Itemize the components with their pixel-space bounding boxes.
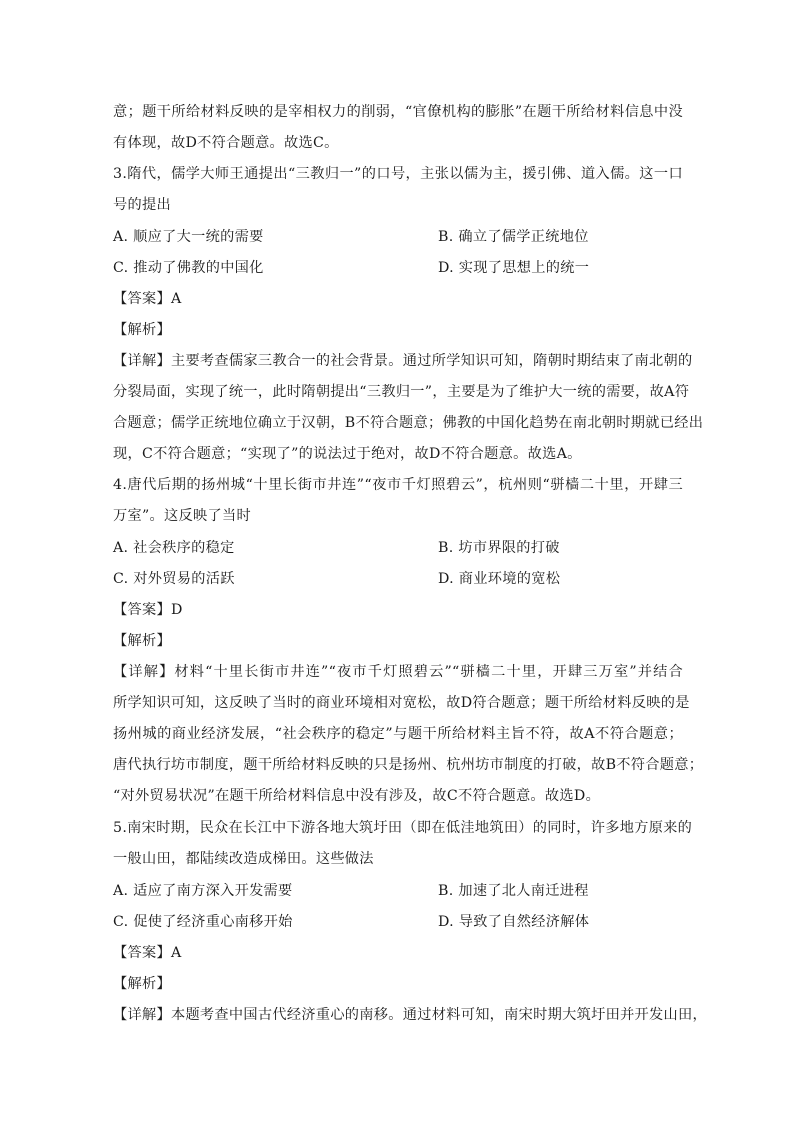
question-4-detail: 扬州城的商业经济发展，“社会秩序的稳定”与题干所给材料主旨不符，故A不符合题意； <box>113 726 683 742</box>
text-line: 意；题干所给材料反映的是宰相权力的削弱，“官僚机构的膨胀”在题干所给材料信息中没 <box>113 104 683 120</box>
question-5-option-b: B. 加速了北人南迁进程 <box>438 883 589 899</box>
question-4-detail: 【详解】材料“十里长街市井连”“夜市千灯照碧云”“骈樯二十里，开肆三万室”并结合 <box>113 664 683 680</box>
question-4-answer: 【答案】D <box>113 602 183 618</box>
question-5-option-c: C. 促使了经济重心南移开始 <box>113 914 293 930</box>
question-4-stem-cont: 万室”。这反映了当时 <box>113 508 251 524</box>
question-3-detail: 现，C不符合题意；“实现了”的说法过于绝对，故D不符合题意。故选A。 <box>113 446 582 462</box>
question-5-answer: 【答案】A <box>113 945 182 961</box>
question-5-option-d: D. 导致了自然经济解体 <box>438 914 590 930</box>
question-5-detail: 【详解】本题考查中国古代经济重心的南移。通过材料可知，南宋时期大筑圩田并开发山田， <box>113 1007 707 1023</box>
question-4-detail: 唐代执行坊市制度，题干所给材料反映的只是扬州、杭州坊市制度的打破，故B不符合题意； <box>113 757 704 773</box>
question-4-detail: 所学知识可知，这反映了当时的商业环境相对宽松，故D符合题意；题干所给材料反映的是 <box>113 695 690 711</box>
question-3-detail: 分裂局面，实现了统一，此时隋朝提出“三教归一”，主要是为了维护大一统的需要，故A符 <box>113 384 690 400</box>
question-4-option-d: D. 商业环境的宽松 <box>438 571 561 587</box>
question-3-analysis-heading: 【解析】 <box>113 322 171 338</box>
question-3-option-d: D. 实现了思想上的统一 <box>438 260 590 276</box>
question-3-stem: 3.隋代，儒学大师王通提出“三教归一”的口号，主张以儒为主，援引佛、道入儒。这一口 <box>113 166 683 182</box>
question-4-stem: 4.唐代后期的扬州城“十里长街市井连”“夜市千灯照碧云”，杭州则“骈樯二十里，开肆三 <box>113 477 683 493</box>
question-3-answer: 【答案】A <box>113 291 182 307</box>
question-5-option-a: A. 适应了南方深入开发需要 <box>113 883 293 899</box>
question-3-option-a: A. 顺应了大一统的需要 <box>113 229 264 245</box>
question-3-detail: 【详解】主要考查儒家三教合一的社会背景。通过所学知识可知，隋朝时期结束了南北朝的 <box>113 353 693 369</box>
question-5-stem: 5.南宋时期，民众在长江中下游各地大筑圩田（即在低洼地筑田）的同时，许多地方原来的 <box>113 820 693 836</box>
question-3-detail: 合题意；儒学正统地位确立于汉朝，B不符合题意；佛教的中国化趋势在南北朝时期就已经出 <box>113 415 704 431</box>
question-4-option-b: B. 坊市界限的打破 <box>438 540 560 556</box>
question-5-stem-cont: 一般山田，都陆续改造成梯田。这些做法 <box>113 851 374 867</box>
question-4-detail: “对外贸易状况”在题干所给材料信息中没有涉及，故C不符合题意。故选D。 <box>113 788 601 804</box>
text-line: 有体现，故D不符合题意。故选C。 <box>113 135 339 151</box>
question-4-option-a: A. 社会秩序的稳定 <box>113 540 235 556</box>
question-3-option-b: B. 确立了儒学正统地位 <box>438 229 589 245</box>
question-4-option-c: C. 对外贸易的活跃 <box>113 571 235 587</box>
question-3-option-c: C. 推动了佛教的中国化 <box>113 260 264 276</box>
question-4-analysis-heading: 【解析】 <box>113 633 171 649</box>
question-3-stem-cont: 号的提出 <box>113 197 171 213</box>
question-5-analysis-heading: 【解析】 <box>113 976 171 992</box>
